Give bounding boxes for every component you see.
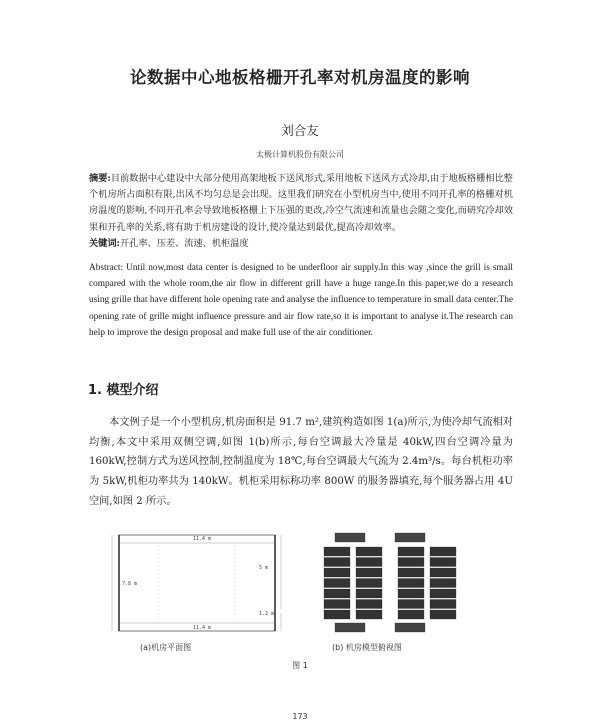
section-body xyxy=(89,413,513,512)
abstract-english xyxy=(89,260,513,341)
server-rack xyxy=(356,610,382,619)
server-rack xyxy=(356,579,382,588)
server-rack xyxy=(430,589,456,598)
page-number: 173 xyxy=(292,712,308,721)
section-body-text: 本文例子是一个小型机房,机房面积是 91.7 m²,建筑构造如图 1(a)所示,为使冷却气流相对均衡,本文中采用双侧空调,如图 1(b)所示,每台空调最大冷量是 40kW,四台空调冷量为 160kW,控制方式为送风控制,控制温度为 18℃,每台空调最大气流为 2.4m³/s。每台机柜功率为 5kW,机柜功率共为 140kW。机柜采用标称功率 800W 的服务器填充,每个服务器占用 4U 空间,如图 2 所示。 xyxy=(89,417,513,507)
server-rack xyxy=(324,610,350,619)
keywords-text: 开孔率、压差、流速、机柜温度 xyxy=(119,238,249,249)
paper-title: 论数据中心地板格栅开孔率对机房温度的影响 xyxy=(130,68,470,87)
section-heading: 1. 模型介绍 xyxy=(88,383,159,398)
server-rack xyxy=(324,600,350,609)
server-rack xyxy=(324,547,350,556)
abstract-cn-label: 摘要: xyxy=(89,173,111,184)
server-rack xyxy=(398,547,424,556)
keywords-label: 关键词: xyxy=(89,238,120,249)
server-rack xyxy=(356,568,382,577)
air-conditioner-unit xyxy=(395,533,425,542)
dim-top-width: 11.4 m xyxy=(193,536,212,542)
server-rack xyxy=(430,600,456,609)
server-rack xyxy=(398,589,424,598)
server-rack xyxy=(356,600,382,609)
dim-bottom-width: 11.4 m xyxy=(193,625,212,631)
caption-a: (a)机房平面图 xyxy=(140,643,192,652)
server-rack xyxy=(398,568,424,577)
server-rack xyxy=(430,547,456,556)
dim-right-small: 1.2 m xyxy=(259,611,275,617)
server-rack xyxy=(356,589,382,598)
keywords xyxy=(89,236,513,252)
server-rack xyxy=(324,579,350,588)
server-rack xyxy=(430,579,456,588)
abstract-chinese xyxy=(89,171,513,236)
dim-left-height: 7.8 m xyxy=(122,581,138,587)
air-conditioner-unit xyxy=(335,533,365,542)
author-name: 刘合友 xyxy=(281,123,319,138)
server-rack xyxy=(430,558,456,567)
server-rack xyxy=(324,558,350,567)
server-rack xyxy=(324,589,350,598)
server-rack xyxy=(430,568,456,577)
caption-b: (b) 机房模型俯视图 xyxy=(332,643,402,652)
air-conditioner-unit xyxy=(335,623,365,632)
figure-floor-plan xyxy=(109,529,289,637)
server-rack xyxy=(356,547,382,556)
dim-right-height: 5 m xyxy=(259,565,269,571)
server-rack xyxy=(398,600,424,609)
abstract-en-text: Until now,most data center is designed to be underfloor air supply.In this way ,since the grill is small compared with the whole room,the air flow in different grill have a huge range.In this paper,we do a research using grille that have different hole opening rate and analyse the influence to temperature in small data center.The opening rate of grille might influence pressure and air flow rate,so it is important to analyse it.The research can help to improve the design proposal and make full use of the air conditioner. xyxy=(89,263,513,338)
rack-layout xyxy=(324,533,456,632)
abstract-cn-text: 目前数据中心建设中大部分使用高架地板下送风形式,采用地板下送风方式冷却,由于地板格栅相比整个机房所占面积有限,出风不均匀总是会出现。这里我们研究在小型机房当中,使用不同开孔率的格栅对机房温度的影响,不同开孔率会导致地板格栅上下压强的更改,冷空气流速和流量也会随之变化,而研究冷却效果和开孔率的关系,将有助于机房建设的设计,使冷量达到最优,提高冷却效率。 xyxy=(89,173,513,233)
abstract-en-label: Abstract: xyxy=(89,263,124,273)
room-outline xyxy=(119,535,275,631)
air-conditioner-unit xyxy=(395,623,425,632)
server-rack xyxy=(430,610,456,619)
server-rack xyxy=(398,558,424,567)
server-rack xyxy=(398,610,424,619)
author-affiliation: 太极计算机股份有限公司 xyxy=(256,150,344,159)
server-rack xyxy=(356,558,382,567)
server-rack xyxy=(398,579,424,588)
figure-label: 图 1 xyxy=(292,661,308,670)
figure-model-top-view xyxy=(310,529,475,637)
server-rack xyxy=(324,568,350,577)
